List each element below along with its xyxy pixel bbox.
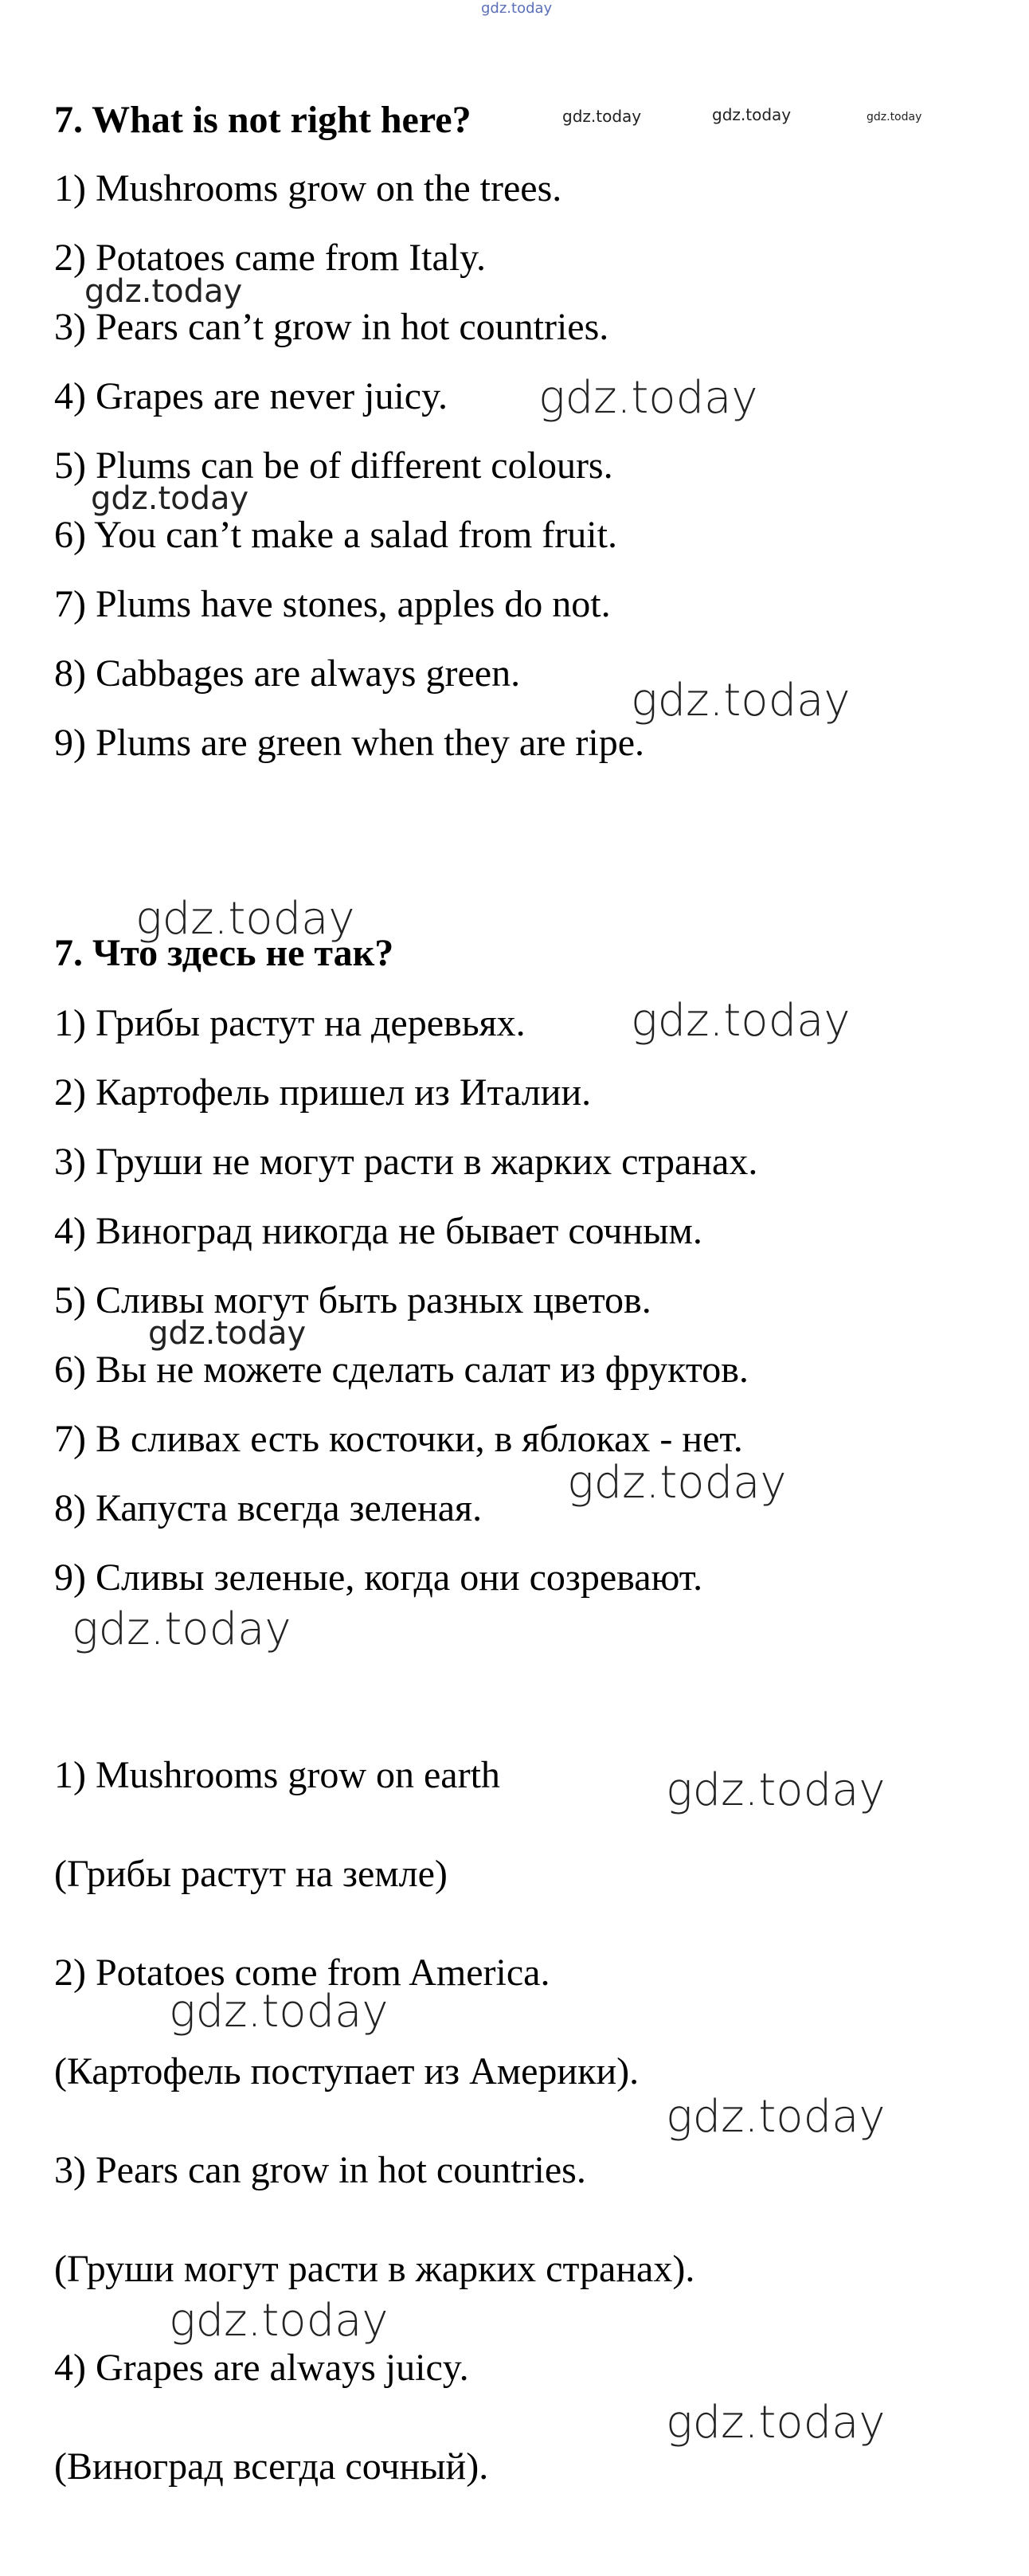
answer-ru: (Виноград всегда сочный). <box>54 2445 489 2488</box>
exercise-item-ru: 7) В сливах есть косточки, в яблоках - нет. <box>54 1418 743 1460</box>
watermark-text: gdz.today <box>135 893 355 945</box>
exercise-item-ru: 5) Сливы могут быть разных цветов. <box>54 1279 651 1321</box>
exercise-item-en: 3) Pears can’t grow in hot countries. <box>54 306 609 348</box>
watermark-text: gdz.today <box>84 273 243 310</box>
watermark-text: gdz.today <box>562 107 642 126</box>
exercise-item-en: 8) Cabbages are always green. <box>54 652 521 695</box>
exercise-heading-en: 7. What is not right here? <box>54 99 471 141</box>
watermark-text: gdz.today <box>867 111 922 123</box>
exercise-item-ru: 3) Груши не могут расти в жарких странах. <box>54 1141 758 1183</box>
answer-ru: (Груши могут расти в жарких странах). <box>54 2248 695 2290</box>
exercise-item-ru: 8) Капуста всегда зеленая. <box>54 1487 483 1529</box>
exercise-item-ru: 1) Грибы растут на деревьях. <box>54 1002 526 1044</box>
exercise-item-en: 5) Plums can be of different colours. <box>54 444 613 487</box>
answer-en: 3) Pears can grow in hot countries. <box>54 2149 586 2191</box>
exercise-item-ru: 9) Сливы зеленые, когда они созревают. <box>54 1556 703 1599</box>
exercise-item-en: 4) Grapes are never juicy. <box>54 375 448 417</box>
watermark-text: gdz.today <box>666 2397 886 2449</box>
exercise-item-en: 7) Plums have stones, apples do not. <box>54 583 611 625</box>
exercise-item-en: 9) Plums are green when they are ripe. <box>54 722 645 764</box>
exercise-item-en: 2) Potatoes came from Italy. <box>54 237 487 279</box>
watermark-text: gdz.today <box>631 995 851 1047</box>
answer-en: 4) Grapes are always juicy. <box>54 2347 469 2389</box>
answer-ru: (Грибы растут на земле) <box>54 1853 448 1895</box>
watermark-text: gdz.today <box>666 1764 886 1816</box>
watermark-text: gdz.today <box>72 1603 291 1655</box>
watermark-text: gdz.today <box>91 480 249 517</box>
watermark-text: gdz.today <box>148 1315 307 1352</box>
watermark-text: gdz.today <box>169 1986 389 2038</box>
exercise-item-ru: 4) Виноград никогда не бывает сочным. <box>54 1210 702 1252</box>
exercise-heading-ru: 7. Что здесь не так? <box>54 932 394 974</box>
answer-en: 1) Mushrooms grow on earth <box>54 1754 500 1796</box>
exercise-item-ru: 6) Вы не можете сделать салат из фруктов. <box>54 1349 749 1391</box>
answer-en: 2) Potatoes come from America. <box>54 1952 550 1994</box>
exercise-item-en: 1) Mushrooms grow on the trees. <box>54 167 562 209</box>
answer-ru: (Картофель поступает из Америки). <box>54 2050 640 2093</box>
watermark-text: gdz.today <box>567 1457 787 1509</box>
watermark-text: gdz.today <box>538 372 758 424</box>
exercise-item-en: 6) You can’t make a salad from fruit. <box>54 514 617 556</box>
exercise-item-ru: 2) Картофель пришел из Италии. <box>54 1071 592 1114</box>
watermark-text: gdz.today <box>481 0 553 17</box>
watermark-text: gdz.today <box>666 2091 886 2143</box>
watermark-text: gdz.today <box>712 105 792 124</box>
watermark-text: gdz.today <box>169 2295 389 2347</box>
watermark-text: gdz.today <box>631 675 851 726</box>
